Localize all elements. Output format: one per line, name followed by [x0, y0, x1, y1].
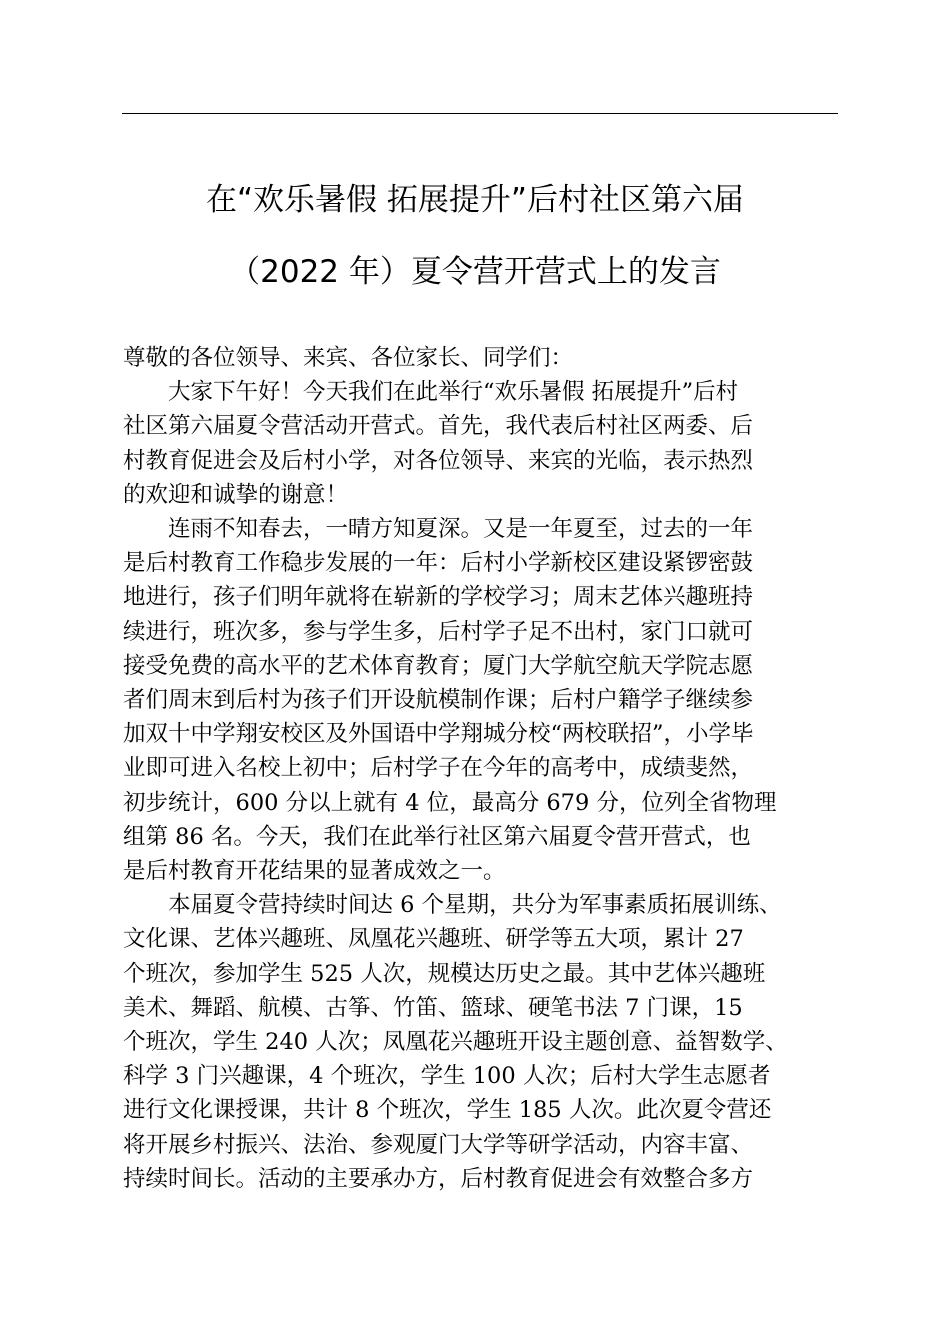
salutation-line: 尊敬的各位领导、来宾、各位家长、同学们：: [123, 345, 574, 371]
paragraph-line: 续进行，班次多，参与学生多，后村学子足不出村，家门口就可: [123, 618, 754, 645]
header-rule: [122, 113, 838, 114]
paragraph-line: 的欢迎和诚挚的谢意！: [123, 481, 349, 508]
paragraph-3: [123, 888, 837, 1196]
document-title-line-2: （2022 年）夏令营开营式上的发言: [229, 254, 721, 290]
paragraph-line: 是后村教育开花结果的显著成效之一。: [123, 858, 506, 885]
document-title-line-1: 在“欢乐暑假 拓展提升”后村社区第六届: [206, 182, 744, 218]
paragraph-line: 本届夏令营持续时间达 6 个星期，共分为军事素质拓展训练、: [168, 892, 782, 919]
paragraph-line: 地进行，孩子们明年就将在崭新的学校学习；周末艺体兴趣班持: [123, 584, 754, 611]
paragraph-line: 初步统计，600 分以上就有 4 位，最高分 679 分，位列全省物理: [123, 789, 777, 816]
paragraph-line: 组第 86 名。今天，我们在此举行社区第六届夏令营开营式，也: [123, 823, 751, 850]
paragraph-line: 是后村教育工作稳步发展的一年：后村小学新校区建设紧锣密鼓: [123, 550, 754, 577]
paragraph-line: 美术、舞蹈、航模、古筝、竹笛、篮球、硬笔书法 7 门课，15: [123, 994, 743, 1021]
document-body: [123, 341, 837, 1196]
paragraph-line: 个班次，学生 240 人次；凤凰花兴趣班开设主题创意、益智数学、: [123, 1029, 788, 1056]
paragraph-line: 加双十中学翔安校区及外国语中学翔城分校“两校联招”，小学毕: [123, 721, 754, 748]
paragraph-line: 接受免费的高水平的艺术体育教育；厦门大学航空航天学院志愿: [123, 652, 754, 679]
salutation: [123, 341, 837, 375]
paragraph-line: 业即可进入名校上初中；后村学子在今年的高考中，成绩斐然，: [123, 755, 754, 782]
paragraph-line: 大家下午好！今天我们在此举行“欢乐暑假 拓展提升”后村: [168, 379, 739, 406]
paragraph-line: 进行文化课授课，共计 8 个班次，学生 185 人次。此次夏令营还: [123, 1097, 772, 1124]
paragraph-1: [123, 375, 837, 512]
paragraph-line: 者们周末到后村为孩子们开设航模制作课；后村户籍学子继续参: [123, 687, 754, 714]
paragraph-line: 科学 3 门兴趣课，4 个班次，学生 100 人次；后村大学生志愿者: [123, 1063, 771, 1090]
paragraph-line: 文化课、艺体兴趣班、凤凰花兴趣班、研学等五大项，累计 27: [123, 926, 744, 953]
paragraph-line: 社区第六届夏令营活动开营式。首先，我代表后村社区两委、后: [123, 413, 754, 440]
paragraph-2: [123, 512, 837, 888]
paragraph-line: 持续时间长。活动的主要承办方，后村教育促进会有效整合多方: [123, 1165, 754, 1192]
paragraph-line: 村教育促进会及后村小学，对各位领导、来宾的光临，表示热烈: [123, 447, 754, 474]
paragraph-line: 将开展乡村振兴、法治、参观厦门大学等研学活动，内容丰富、: [123, 1131, 754, 1158]
paragraph-line: 连雨不知春去，一晴方知夏深。又是一年夏至，过去的一年: [168, 516, 754, 543]
paragraph-line: 个班次，参加学生 525 人次，规模达历史之最。其中艺体兴趣班: [123, 960, 766, 987]
